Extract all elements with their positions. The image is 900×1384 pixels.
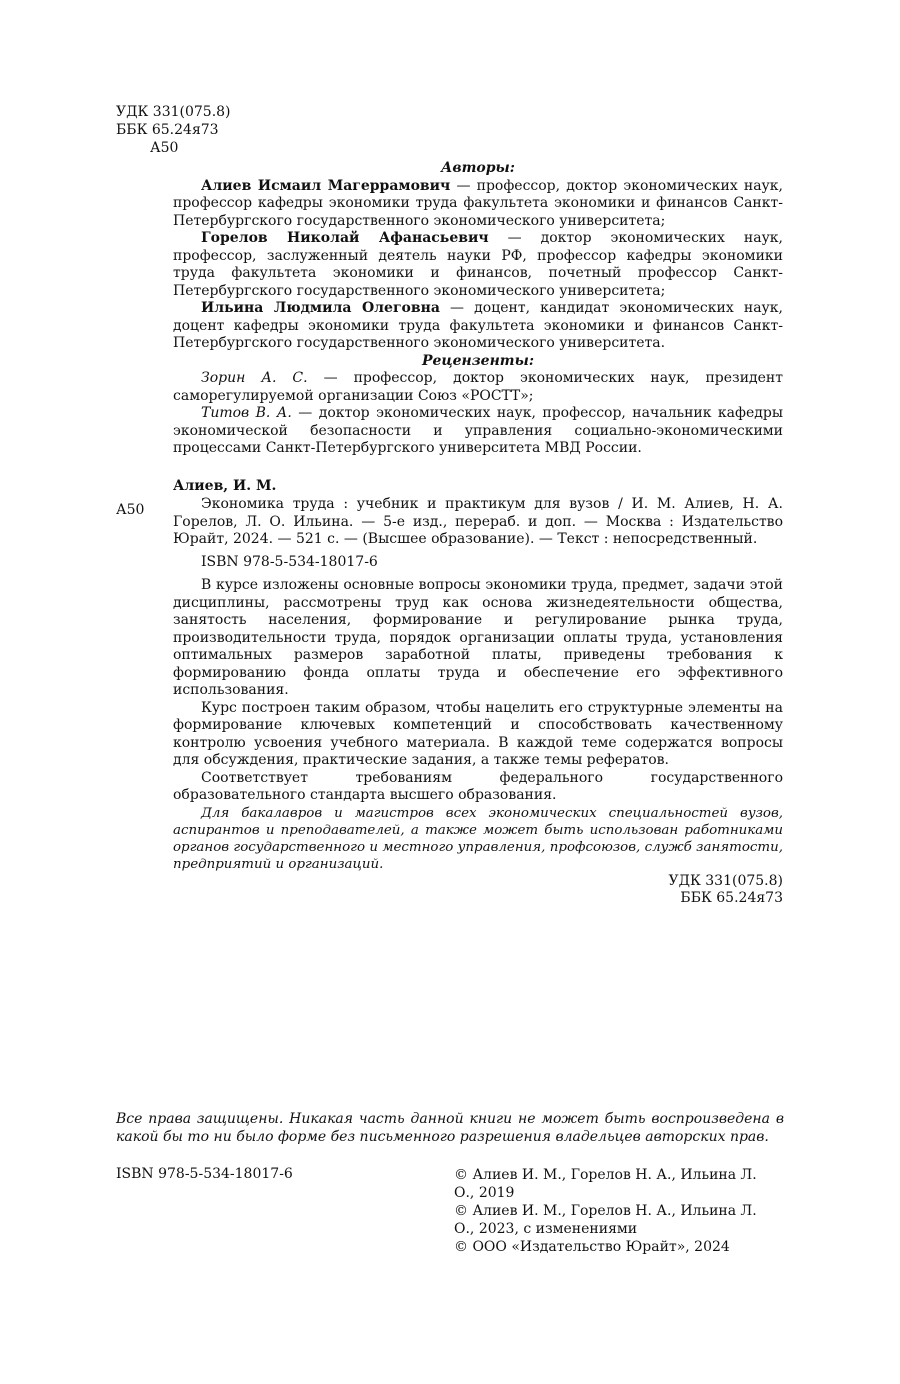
author-name: Горелов Николай Афанасьевич <box>201 230 489 246</box>
author-desc: — доктор экономических наук, профессор, заслуженный деятель науки РФ, профессор кафедры экономики труда факультета экономики и финансов, почетный профессор Санкт-Петербургского государственного экономического университета; <box>173 230 784 299</box>
header-code: А50 <box>150 140 179 156</box>
catalog-author-heading: Алиев, И. М. <box>173 478 277 494</box>
annotation-audience: Для бакалавров и магистров всех экономических специальностей вузов, аспирантов и преподавателей, а также может быть использован работниками органов государственного и местного управления, профсоюзов, служб занятости, предприятий и организаций. <box>173 805 783 872</box>
copyright-line: © Алиев И. М., Горелов Н. А., Ильина Л. О., 2019 <box>454 1167 757 1201</box>
author-desc: — доцент, кандидат экономических наук, доцент кафедры экономики труда факультета экономики и финансов Санкт-Петербургского государственного экономического университета. <box>173 300 783 351</box>
copyright-line: © ООО «Издательство Юрайт», 2024 <box>454 1239 730 1255</box>
catalog-code: А50 <box>116 502 145 518</box>
author-name: Ильина Людмила Олеговна <box>201 300 440 316</box>
reviewer-name: Зорин А. С. <box>201 370 308 386</box>
author-entry <box>173 300 783 353</box>
header-udk: УДК 331(075.8) <box>116 104 231 120</box>
author-desc: — профессор, доктор экономических наук, профессор кафедры экономики труда факультета экономики и финансов Санкт-Петербургского государственного экономического университета; <box>173 177 783 229</box>
author-entry <box>173 230 783 300</box>
catalog-section <box>173 496 783 908</box>
authors-section <box>173 160 783 458</box>
annotation-paragraph: Курс построен таким образом, чтобы нацелить его структурные элементы на формирование ключевых компетенций и способствовать качественному контролю усвоения учебного материала. В каждой теме содержатся вопросы для обсуждения, практические задания, а также темы рефератов. <box>173 699 783 768</box>
reviewer-desc: — доктор экономических наук, профессор, начальник кафедры экономической безопасности и управления социально-экономическими процессами Санкт-Петербургского университета МВД России. <box>173 405 783 456</box>
annotation-paragraph: Соответствует требованиям федерального государственного образовательного стандарта высшего образования. <box>173 769 783 803</box>
annotation-paragraph: В курсе изложены основные вопросы экономики труда, предмет, задачи этой дисциплины, рассмотрены труд как основа жизнедеятельности общества, занятость населения, формирование и регулирование рынка труда, производительности труда, порядок организации оплаты труда, установления оптимальных размеров заработной платы, приведены требования к формированию фонда оплаты труда и обеспечение его эффективного использования. <box>173 577 783 698</box>
author-entry <box>173 178 783 231</box>
reviewer-name: Титов В. А. <box>201 405 292 421</box>
header-bbk: ББК 65.24я73 <box>116 122 219 138</box>
footer-isbn: ISBN 978-5-534-18017-6 <box>116 1166 293 1182</box>
reviewers-heading: Рецензенты: <box>421 352 535 369</box>
reviewer-entry <box>173 405 783 458</box>
author-name: Алиев Исмаил Магеррамович <box>201 177 451 194</box>
annotation-bbk: ББК 65.24я73 <box>680 890 783 906</box>
annotation-udk: УДК 331(075.8) <box>668 872 783 889</box>
copyright-line: © Алиев И. М., Горелов Н. А., Ильина Л. О., 2023, с изменениями <box>454 1203 757 1237</box>
reviewer-desc: — профессор, доктор экономических наук, президент саморегулируемой организации Союз «РОСТТ»; <box>173 370 784 404</box>
copyright-list <box>454 1166 774 1256</box>
catalog-isbn: ISBN 978-5-534-18017-6 <box>201 553 378 570</box>
catalog-entry: Экономика труда : учебник и практикум для вузов / И. М. Алиев, Н. А. Горелов, Л. О. Ильина. — 5-е изд., перераб. и доп. — Москва : Издательство Юрайт, 2024. — 521 с. — (Высшее образование). — Текст : непосредственный. <box>173 496 783 547</box>
rights-notice: Все права защищены. Никакая часть данной книги не может быть воспроизведена в какой бы то ни было форме без письменного разрешения владельцев авторских прав. <box>116 1111 784 1145</box>
authors-heading: Авторы: <box>441 160 515 176</box>
reviewer-entry <box>173 370 783 405</box>
